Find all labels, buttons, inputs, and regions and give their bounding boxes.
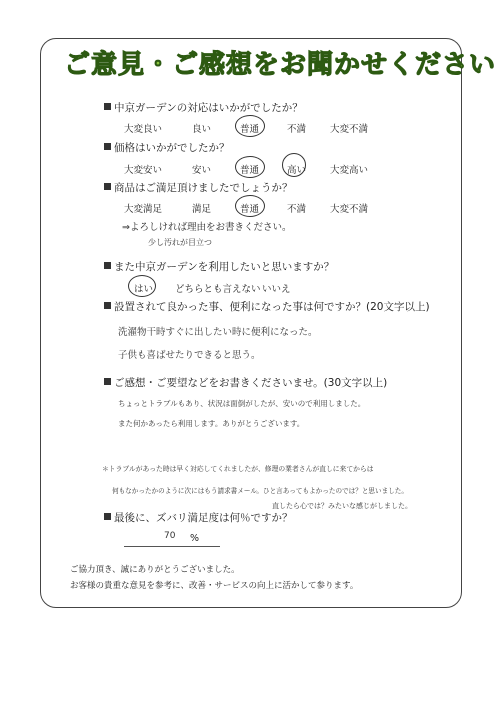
bullet-square-icon xyxy=(104,262,111,269)
q2-selection-circle-2 xyxy=(282,153,306,177)
q7-answer-underline xyxy=(124,546,220,547)
q4-selection-circle xyxy=(128,275,156,297)
q4-option-1[interactable]: はい xyxy=(134,284,154,295)
q2-option-5[interactable]: 大変高い xyxy=(330,165,369,176)
bullet-square-icon xyxy=(104,302,111,309)
q3-option-3[interactable]: 普通 xyxy=(240,204,260,215)
q3-reason-answer[interactable]: 少し汚れが目立つ xyxy=(148,238,212,247)
q2-selection-circle xyxy=(235,156,265,178)
q4-option-3[interactable]: いいえ xyxy=(262,284,291,295)
q6-answer-line-2[interactable]: また何かあったら利用します。ありがとうございます。 xyxy=(118,419,305,428)
footer-note: お客様の貴重な意見を参考に、改善・サービスの向上に活かして参ります。 xyxy=(70,581,359,591)
q6-answer-line-1[interactable]: ちょっとトラブルもあり、状況は面倒がしたが、安いので利用しました。 xyxy=(118,399,366,408)
q3-option-2[interactable]: 満足 xyxy=(192,204,212,215)
q3-option-5[interactable]: 大変不満 xyxy=(330,204,369,215)
q6-answer-line-5[interactable]: 直したら心では？みたいな感じがしました。 xyxy=(272,502,412,510)
bullet-square-icon xyxy=(104,513,111,520)
q1-option-5[interactable]: 大変不満 xyxy=(330,124,369,135)
survey-title: ご意見・ご感想をお聞かせください xyxy=(64,50,497,80)
q2-option-2[interactable]: 安い xyxy=(192,165,212,176)
q7-answer-unit: % xyxy=(190,533,200,544)
bullet-square-icon xyxy=(104,103,111,110)
bullet-square-icon xyxy=(104,183,111,190)
footer-thanks: ご協力頂き、誠にありがとうございました。 xyxy=(70,565,240,575)
q1-selection-circle xyxy=(235,115,265,137)
q6-answer-line-4[interactable]: 何もなかったかのように次にはもう請求書メール。ひと言あってもよかったのでは？と思いました。 xyxy=(112,487,408,495)
bullet-square-icon xyxy=(104,143,111,150)
question-5: 設置されて良かった事、便利になった事は何ですか？(20文字以上) xyxy=(104,299,430,314)
question-6: ご感想・ご要望などをお書きくださいませ。(30文字以上) xyxy=(104,375,387,390)
question-2: 価格はいかがでしたか？ xyxy=(104,140,230,155)
question-1: 中京ガーデンの対応はいかがでしたか？ xyxy=(104,100,303,115)
q7-answer-value[interactable]: 70 xyxy=(164,531,176,541)
question-4: また中京ガーデンを利用したいと思いますか？ xyxy=(104,259,334,274)
q3-selection-circle xyxy=(235,195,265,217)
q4-option-2[interactable]: どちらとも言えない xyxy=(175,284,261,295)
q1-option-2[interactable]: 良い xyxy=(192,124,212,135)
q6-answer-line-3[interactable]: ＊トラブルがあった時は早く対応してくれましたが、修理の業者さんが直しに来てからは xyxy=(102,465,374,473)
question-3: 商品はご満足頂けましたでしょうか？ xyxy=(104,180,293,195)
q3-option-4[interactable]: 不満 xyxy=(287,204,307,215)
q1-option-4[interactable]: 不満 xyxy=(287,124,307,135)
question-7: 最後に、ズバリ満足度は何％ですか？ xyxy=(104,510,293,525)
bullet-square-icon xyxy=(104,378,111,385)
q3-option-1[interactable]: 大変満足 xyxy=(124,204,163,215)
q2-option-1[interactable]: 大変安い xyxy=(124,165,163,176)
q2-option-3[interactable]: 普通 xyxy=(240,165,260,176)
q2-option-4[interactable]: 高い xyxy=(287,165,307,176)
q1-option-3[interactable]: 普通 xyxy=(240,124,260,135)
q3-reason-prompt: ⇒よろしければ理由をお書きください。 xyxy=(122,222,292,233)
q1-option-1[interactable]: 大変良い xyxy=(124,124,163,135)
q5-answer-line-2[interactable]: 子供も喜ばせたりできると思う。 xyxy=(118,350,261,361)
q5-answer-line-1[interactable]: 洗濯物干時すぐに出したい時に便利になった。 xyxy=(118,327,318,338)
